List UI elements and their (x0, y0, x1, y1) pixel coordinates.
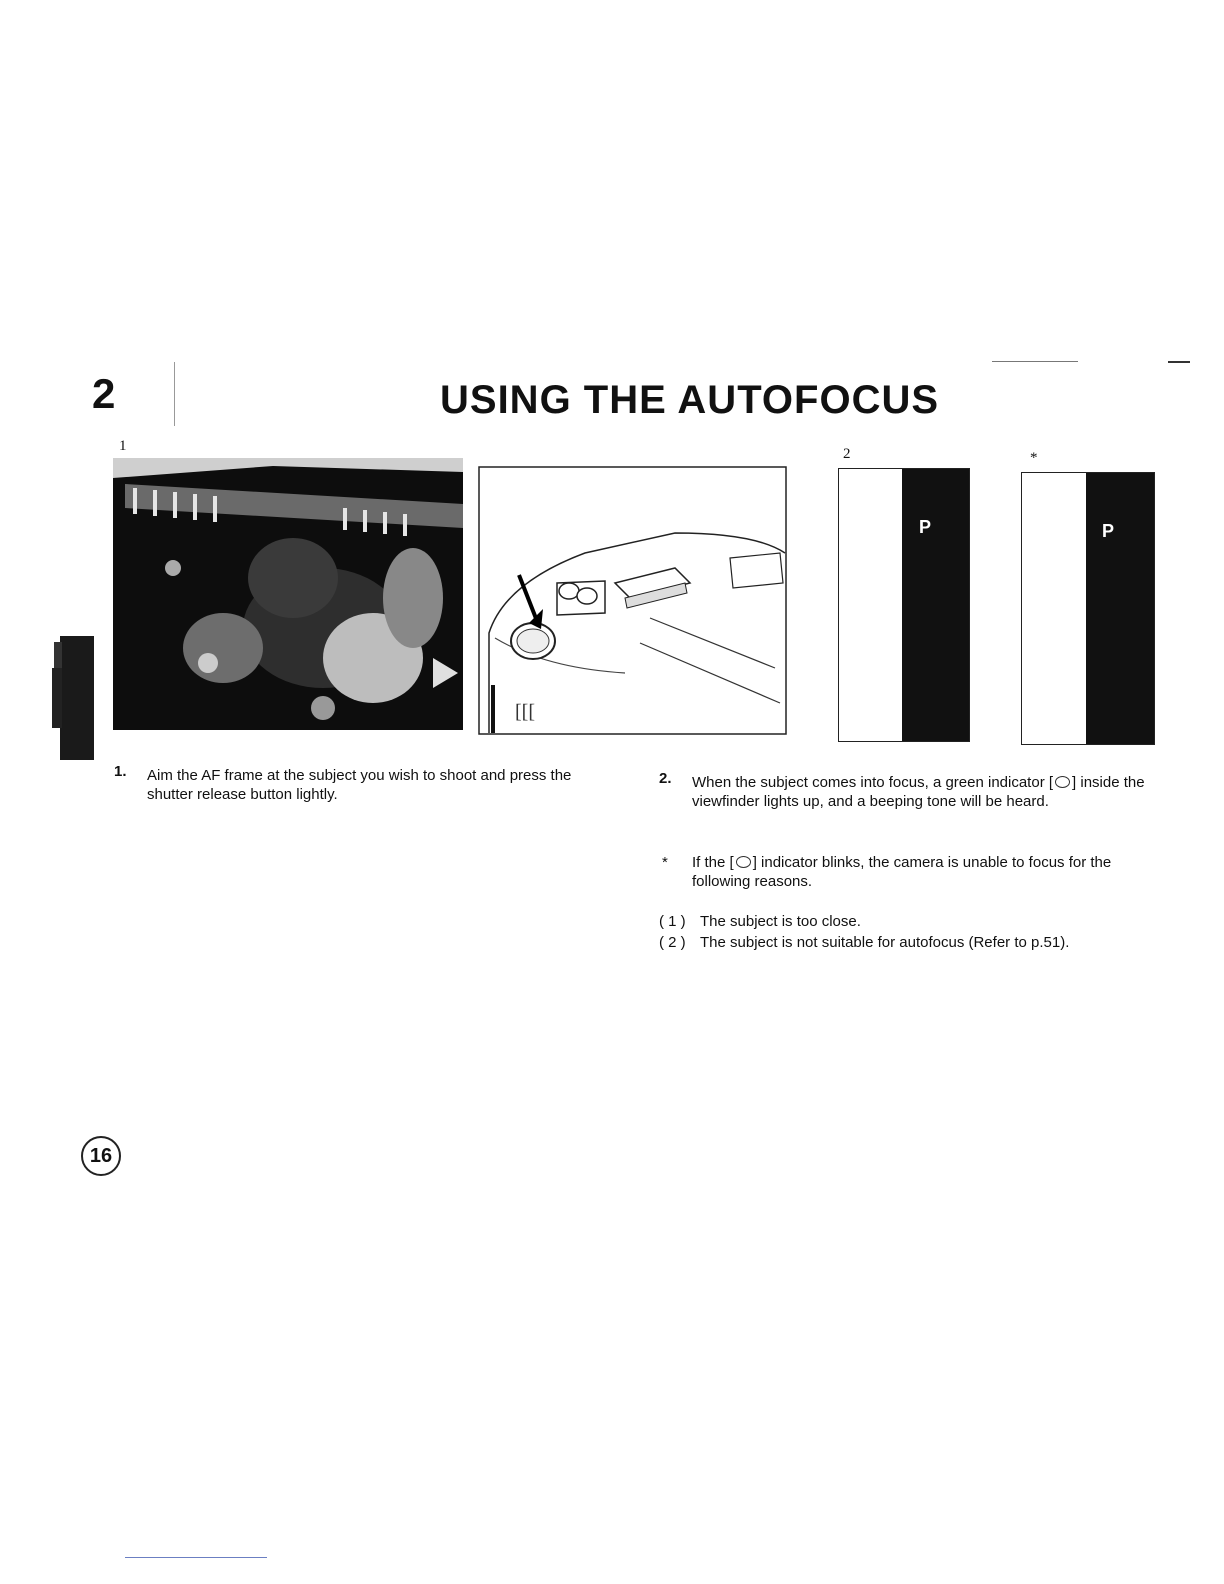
viewfinder-mode-p: P (919, 517, 932, 537)
viewfinder-display-focused (838, 468, 970, 742)
page-number: 16 (81, 1136, 121, 1176)
viewfinder-display-blinking (1021, 472, 1155, 745)
step-2-number: 2. (659, 770, 672, 787)
note-text: If the [ ] indicator blinks, the camera is unable to focus for the following reasons. (692, 854, 1112, 890)
page-title: USING THE AUTOFOCUS (440, 378, 940, 422)
reason-1-number: ( 1 ) (659, 913, 686, 930)
focus-indicator-icon (736, 856, 751, 868)
figure-2-label: 2 (843, 446, 851, 462)
bottom-rule (125, 1557, 267, 1558)
drawing-marking: [[[ (515, 701, 535, 723)
step-1-number: 1. (114, 763, 127, 780)
step-1-text: Aim the AF frame at the subject you wish to shoot and press the shutter release button lightly. (147, 767, 572, 803)
chapter-divider (174, 362, 175, 426)
note-mark: * (662, 854, 668, 871)
step-2-text: When the subject comes into focus, a green indicator [ ] inside the viewfinder lights up, and a beeping tone will be heard. (692, 774, 1145, 810)
reason-2-number: ( 2 ) (659, 934, 686, 951)
figure-1-label: 1 (119, 438, 127, 454)
photo-person-aiming-camera (113, 458, 463, 730)
top-rule (992, 361, 1078, 362)
reason-2-text: The subject is not suitable for autofocus (Refer to p.51). (700, 934, 1070, 951)
viewfinder-mode-p: P (1102, 521, 1115, 541)
chapter-number: 2 (92, 370, 116, 417)
camera-shutter-button-drawing (475, 463, 790, 738)
edge-tab-marker (52, 632, 94, 760)
top-rule-short (1168, 361, 1190, 363)
figure-note-label: * (1030, 450, 1038, 466)
focus-indicator-icon (1055, 776, 1070, 788)
reason-1-text: The subject is too close. (700, 913, 861, 930)
